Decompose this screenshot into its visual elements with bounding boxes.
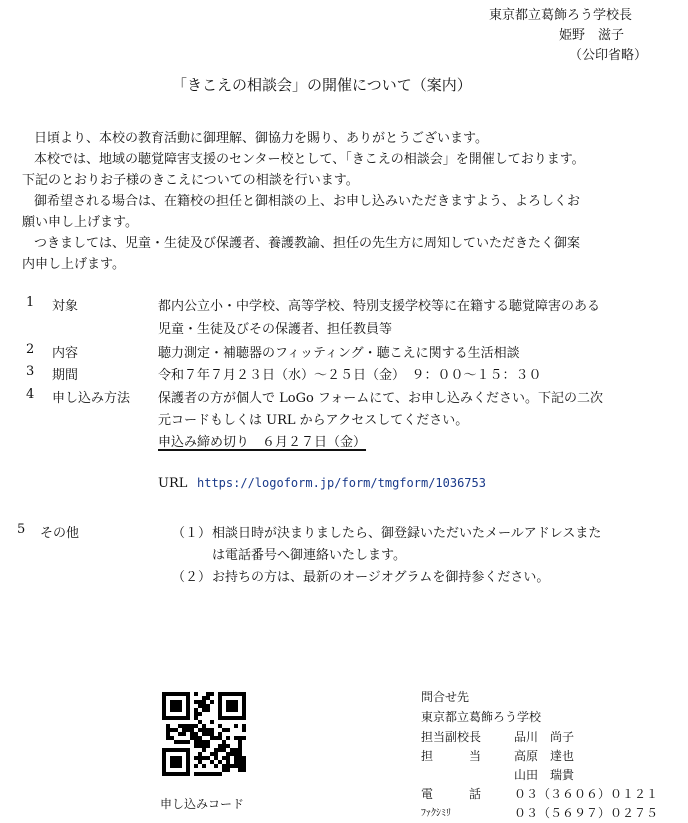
- item-text: 都内公立小・中学校、高等学校、特別支援学校等に在籍する聴覚障害のある: [158, 299, 601, 314]
- deadline: 申込み締め切り ６月２７日（金）: [158, 435, 367, 450]
- body-line: 本校では、地域の聴覚障害支援のセンター校として、「きこえの相談会」を開催しております。: [34, 152, 585, 167]
- note-number: （２）: [172, 570, 212, 585]
- body-line: 日頃より、本校の教育活動に御理解、御協力を賜り、ありがとうございます。: [34, 131, 488, 146]
- item-text: 保護者の方が個人で LoGo フォームにて、お申し込みください。下記の二次: [158, 391, 604, 406]
- item-label: 申し込み方法: [52, 391, 131, 406]
- contact-role: 担 当: [421, 749, 482, 763]
- note-text: 相談日時が決まりましたら、御登録いただいたメールアドレスまた: [212, 526, 602, 541]
- sender-name: 姫野 滋子: [559, 28, 625, 43]
- body-line: 御希望される場合は、在籍校の担任と御相談の上、お申し込みいただきますよう、よろしくお: [34, 194, 581, 209]
- item-number: 4: [26, 387, 35, 402]
- body-line: 内申し上げます。: [22, 257, 125, 272]
- phone-number: ０３（３６０６）０１２１: [514, 787, 659, 801]
- body-line: つきましては、児童・生徒及び保護者、養護教諭、担任の先生方に周知していただきたく御案: [34, 236, 581, 251]
- item-label: 内容: [52, 346, 79, 361]
- item-number: 5: [17, 522, 26, 537]
- sender-school: 東京都立葛飾ろう学校長: [489, 8, 633, 23]
- contact-heading: 問合せ先: [421, 690, 470, 704]
- fax-label: ﾌｧｸｼﾐﾘ: [421, 808, 451, 819]
- item-label: 期間: [52, 368, 79, 383]
- phone-label: 電 話: [421, 787, 482, 801]
- note-number: （１）: [172, 526, 212, 541]
- contact-name: 高原 達也: [514, 749, 575, 763]
- item-number: 1: [26, 295, 35, 310]
- item-label: その他: [40, 526, 80, 541]
- item-text: 令和７年７月２３日（水）～２５日（金） ９：００～１５：３０: [158, 368, 542, 383]
- qr-code-icon[interactable]: [162, 692, 246, 776]
- note-text: お持ちの方は、最新のオージオグラムを御持参ください。: [212, 570, 550, 585]
- contact-name: 品川 尚子: [514, 730, 575, 744]
- qr-caption: 申し込みコード: [160, 797, 245, 811]
- form-url-link[interactable]: https://logoform.jp/form/tmgform/1036753: [197, 476, 486, 490]
- item-text: 児童・生徒及びその保護者、担任教員等: [158, 322, 393, 337]
- contact-school: 東京都立葛飾ろう学校: [421, 710, 542, 724]
- item-text: 元コードもしくは URL からアクセスしてください。: [158, 413, 469, 428]
- fax-number: ０３（５６９７）０２７５: [514, 806, 659, 820]
- body-line: 下記のとおりお子様のきこえについての相談を行います。: [22, 173, 359, 188]
- document-title: 「きこえの相談会」の開催について（案内）: [172, 76, 472, 94]
- contact-role: 担当副校長: [421, 730, 482, 744]
- body-line: 願い申し上げます。: [22, 215, 138, 230]
- seal-note: （公印省略）: [569, 48, 648, 63]
- item-text: 聴力測定・補聴器のフィッティング・聴こえに関する生活相談: [158, 346, 520, 361]
- item-label: 対象: [52, 299, 79, 314]
- url-label: URL: [158, 476, 188, 491]
- note-text: は電話番号へ御連絡いたします。: [212, 548, 406, 563]
- item-number: 3: [26, 364, 35, 379]
- item-number: 2: [26, 342, 35, 357]
- contact-name: 山田 瑞貴: [514, 768, 575, 782]
